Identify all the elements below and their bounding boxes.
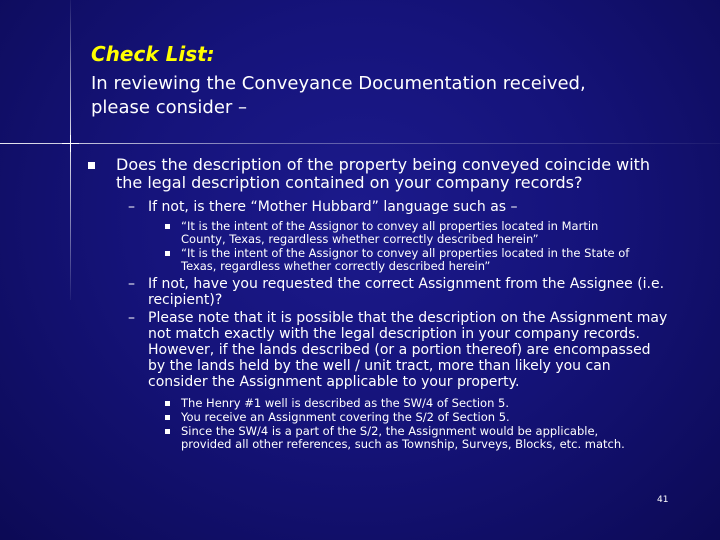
level3-item [165, 220, 688, 246]
level2-item [128, 199, 688, 215]
item-text: provided all other references, such as Township, Surveys, Blocks, etc. match. [181, 437, 625, 451]
item-text: consider the Assignment applicable to your property. [148, 374, 520, 390]
sparkle-icon [62, 135, 79, 152]
subtitle-line: please consider – [91, 97, 248, 118]
level2-item [128, 310, 688, 390]
dash-marker: – [128, 276, 135, 292]
item-text: “It is the intent of the Assignor to convey all properties located in the State of [181, 246, 630, 260]
square-bullet-icon [165, 224, 170, 229]
square-bullet-icon [165, 429, 170, 434]
level3-item [165, 247, 688, 273]
slide-title: Check List: [91, 42, 215, 66]
dash-marker: – [128, 310, 135, 326]
page-number: 41 [657, 495, 669, 505]
item-text: Since the SW/4 is a part of the S/2, the Assignment would be applicable, [181, 424, 599, 438]
item-text: You receive an Assignment covering the S/2 of Section 5. [181, 410, 510, 424]
square-bullet-icon [165, 401, 170, 406]
item-text: However, if the lands described (or a portion thereof) are encompassed [148, 342, 651, 358]
square-bullet-icon [165, 251, 170, 256]
item-text: recipient)? [148, 292, 223, 308]
item-text: The Henry #1 well is described as the SW/4 of Section 5. [181, 396, 509, 410]
dash-marker: – [128, 199, 135, 215]
item-text: County, Texas, regardless whether correctly described herein” [181, 232, 539, 246]
square-bullet-icon [165, 415, 170, 420]
item-text: If not, is there “Mother Hubbard” language such as – [148, 199, 518, 215]
slide-subtitle [91, 72, 691, 120]
item-text: Texas, regardless whether correctly described herein” [181, 259, 491, 273]
item-text: If not, have you requested the correct Assignment from the Assignee (i.e. [148, 276, 665, 292]
item-text: Does the description of the property being conveyed coincide with [116, 155, 651, 174]
checklist [88, 156, 688, 451]
level3-item [165, 425, 688, 451]
level3-item [165, 411, 688, 424]
item-text: Please note that it is possible that the description on the Assignment may [148, 310, 668, 326]
level3-item [165, 397, 688, 410]
level1-item [88, 156, 688, 192]
square-bullet-icon [88, 162, 95, 169]
item-text: by the lands held by the well / unit tract, more than likely you can [148, 358, 611, 374]
item-text: the legal description contained on your company records? [116, 173, 583, 192]
item-text: “It is the intent of the Assignor to convey all properties located in Martin [181, 219, 599, 233]
level2-item [128, 276, 688, 308]
horizontal-decor-line [0, 143, 720, 144]
item-text: not match exactly with the legal description in your company records. [148, 326, 640, 342]
subtitle-line: In reviewing the Conveyance Documentation received, [91, 73, 586, 94]
